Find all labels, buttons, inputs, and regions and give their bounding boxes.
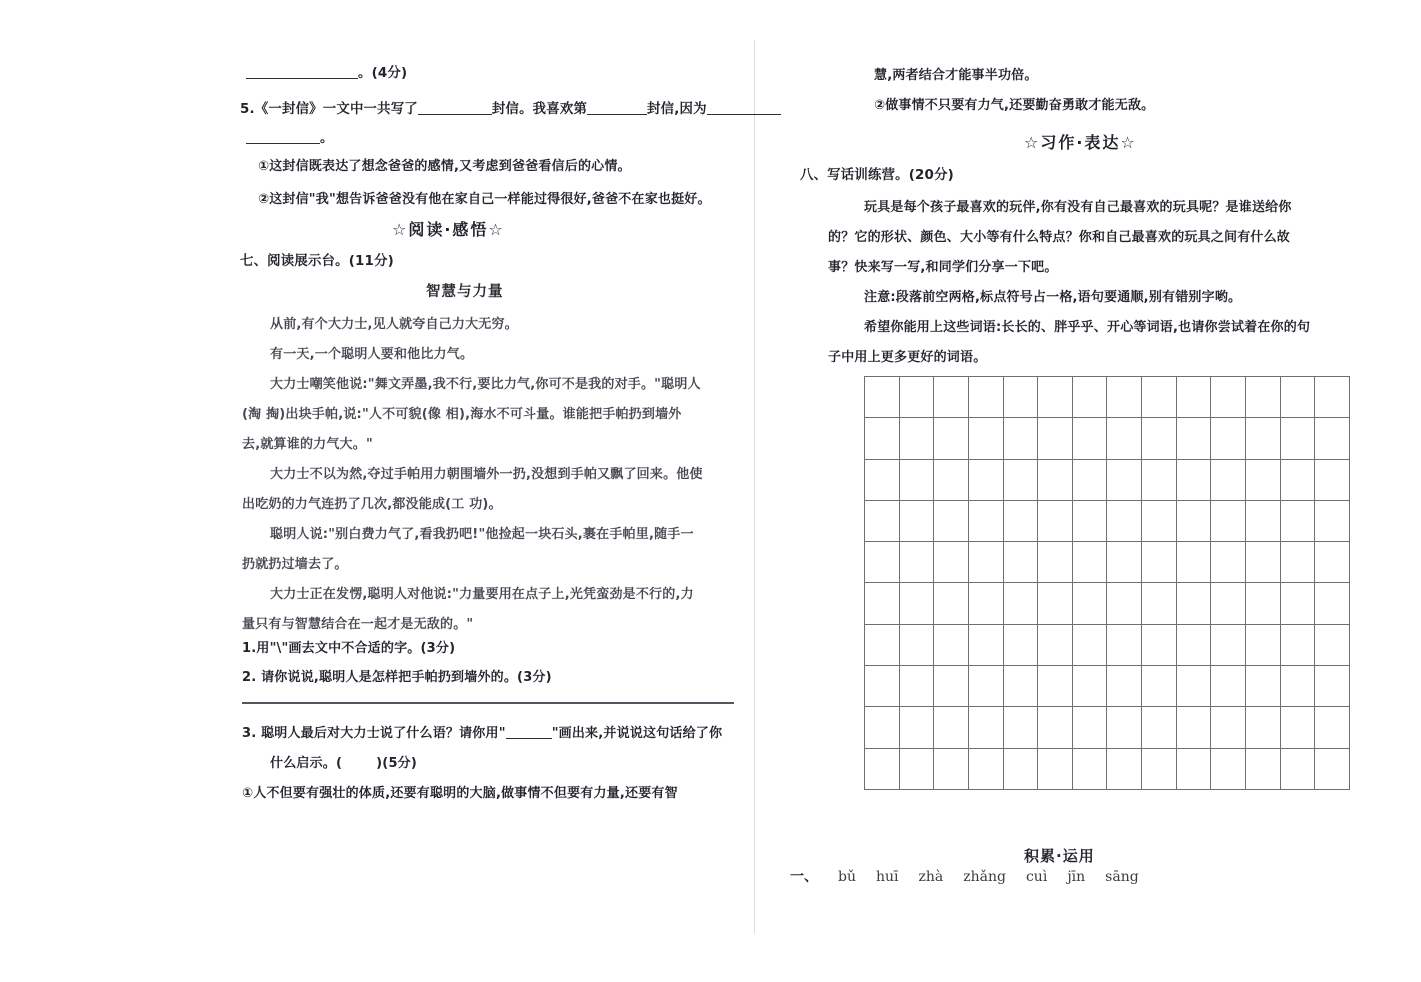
sub-question-1: 1.用"\"画去文中不合适的字。(3分): [242, 641, 456, 656]
grid-cell[interactable]: [1315, 542, 1350, 583]
pinyin-syllable: jīn: [1067, 869, 1086, 885]
q4-tail-line: [246, 62, 407, 81]
passage-line: 扔就扔过墙去了。: [242, 557, 348, 572]
q5-option-1: ①这封信既表达了想念爸爸的感情,又考虑到爸爸看信后的心情。: [258, 159, 631, 174]
banner-writing: ☆习作·表达☆: [1024, 133, 1137, 152]
q3-text-a: 3. 聪明人最后对大力士说了什么语？请你用": [242, 726, 506, 741]
grid-cell[interactable]: [1176, 624, 1211, 665]
passage-line: 聪明人说:"别白费力气了,看我扔吧!"他捡起一块石头,裹在手帕里,随手一: [270, 527, 694, 542]
grid-cell[interactable]: [1142, 583, 1177, 624]
grid-cell[interactable]: [1176, 500, 1211, 541]
passage-line: 大力士正在发愣,聪明人对他说:"力量要用在点子上,光凭蛮劲是不行的,力: [270, 587, 694, 602]
grid-cell[interactable]: [1003, 542, 1038, 583]
pinyin-syllable: bǔ: [838, 869, 856, 885]
writing-prompt-line: 事？快来写一写,和同学们分享一下吧。: [828, 260, 1058, 275]
answer-rule[interactable]: [242, 702, 734, 704]
grid-cell[interactable]: [1280, 542, 1315, 583]
grid-cell[interactable]: [934, 666, 969, 707]
grid-cell[interactable]: [1003, 666, 1038, 707]
answer-blank[interactable]: [418, 114, 492, 115]
grid-cell[interactable]: [1246, 377, 1281, 418]
grid-cell[interactable]: [1211, 542, 1246, 583]
passage-line: 去,就算谁的力气大。": [242, 437, 373, 452]
grid-cell[interactable]: [968, 542, 1003, 583]
grid-cell[interactable]: [968, 500, 1003, 541]
sub-question-2: 2. 请你说说,聪明人是怎样把手帕扔到墙外的。(3分): [242, 670, 552, 685]
grid-row: [865, 707, 1350, 748]
grid-cell[interactable]: [1211, 418, 1246, 459]
composition-grid[interactable]: [864, 376, 1350, 790]
grid-cell[interactable]: [865, 418, 900, 459]
grid-cell[interactable]: [1142, 542, 1177, 583]
grid-cell[interactable]: [1107, 418, 1142, 459]
grid-cell[interactable]: [1107, 748, 1142, 789]
composition-grid-table[interactable]: [864, 376, 1350, 790]
grid-cell[interactable]: [1142, 624, 1177, 665]
grid-cell[interactable]: [1211, 500, 1246, 541]
grid-cell[interactable]: [968, 583, 1003, 624]
grid-cell[interactable]: [1072, 418, 1107, 459]
grid-cell[interactable]: [865, 542, 900, 583]
grid-cell[interactable]: [1246, 707, 1281, 748]
grid-cell[interactable]: [1280, 377, 1315, 418]
passage-line: 出吃奶的力气连扔了几次,都没能成(工 功)。: [242, 497, 502, 512]
grid-cell[interactable]: [899, 418, 934, 459]
grid-cell[interactable]: [1211, 748, 1246, 789]
answer-blank[interactable]: [587, 114, 647, 115]
grid-cell[interactable]: [1142, 418, 1177, 459]
section-7-heading: 七、阅读展示台。(11分): [240, 254, 394, 269]
grid-cell[interactable]: [1211, 459, 1246, 500]
writing-prompt-line: 的？它的形状、颜色、大小等有什么特点？你和自己最喜欢的玩具之间有什么故: [828, 230, 1291, 245]
grid-cell[interactable]: [968, 624, 1003, 665]
q3-option-1-continued: 慧,两者结合才能事半功倍。: [874, 68, 1038, 83]
grid-cell[interactable]: [1280, 459, 1315, 500]
grid-cell[interactable]: [1107, 583, 1142, 624]
grid-row: [865, 500, 1350, 541]
writing-hint-line: 希望你能用上这些词语:长长的、胖乎乎、开心等词语,也请你尝试着在你的句: [864, 320, 1311, 335]
grid-cell[interactable]: [1280, 666, 1315, 707]
grid-cell[interactable]: [1280, 624, 1315, 665]
banner-reading: ☆阅读·感悟☆: [392, 220, 505, 239]
grid-cell[interactable]: [1038, 459, 1073, 500]
grid-cell[interactable]: [1211, 624, 1246, 665]
grid-cell[interactable]: [1038, 418, 1073, 459]
grid-cell[interactable]: [1142, 707, 1177, 748]
q3-option-1: ①人不但要有强壮的体质,还要有聪明的大脑,做事情不但要有力量,还要有智: [242, 786, 678, 801]
q5-text-a: 《一封信》一文中一共写了: [254, 102, 418, 117]
grid-cell[interactable]: [1038, 666, 1073, 707]
grid-cell[interactable]: [968, 377, 1003, 418]
grid-cell[interactable]: [1038, 624, 1073, 665]
grid-cell[interactable]: [899, 748, 934, 789]
passage-line: 大力士不以为然,夺过手帕用力朝围墙外一扔,没想到手帕又飘了回来。他使: [270, 467, 703, 482]
grid-cell[interactable]: [1107, 624, 1142, 665]
grid-cell[interactable]: [1280, 707, 1315, 748]
q4-tail-score: 。(4分): [358, 66, 408, 81]
grid-cell[interactable]: [1107, 542, 1142, 583]
grid-cell[interactable]: [899, 542, 934, 583]
grid-cell[interactable]: [865, 583, 900, 624]
grid-cell[interactable]: [1107, 377, 1142, 418]
grid-cell[interactable]: [1315, 707, 1350, 748]
grid-cell[interactable]: [899, 666, 934, 707]
section-8-heading: 八、写话训练营。(20分): [800, 168, 954, 183]
grid-cell[interactable]: [934, 624, 969, 665]
grid-cell[interactable]: [1072, 748, 1107, 789]
grid-row: [865, 377, 1350, 418]
answer-blank[interactable]: [246, 78, 358, 79]
grid-cell[interactable]: [865, 666, 900, 707]
grid-cell[interactable]: [899, 583, 934, 624]
passage-line: 量只有与智慧结合在一起才是无敌的。": [242, 617, 474, 632]
grid-cell[interactable]: [899, 377, 934, 418]
grid-cell[interactable]: [1072, 583, 1107, 624]
pinyin-syllable: huī: [875, 869, 899, 885]
grid-cell[interactable]: [1315, 583, 1350, 624]
grid-cell[interactable]: [968, 459, 1003, 500]
grid-cell[interactable]: [1142, 500, 1177, 541]
grid-cell[interactable]: [1280, 748, 1315, 789]
grid-cell[interactable]: [899, 624, 934, 665]
grid-cell[interactable]: [1315, 500, 1350, 541]
question-5-line2: [246, 127, 334, 146]
writing-note: 注意:段落前空两格,标点符号占一格,语句要通顺,别有错别字哟。: [864, 290, 1242, 305]
grid-cell[interactable]: [1176, 418, 1211, 459]
grid-cell[interactable]: [1003, 748, 1038, 789]
grid-cell[interactable]: [1003, 624, 1038, 665]
grid-cell[interactable]: [1003, 500, 1038, 541]
q3-text-c: 什么启示。(: [270, 756, 343, 771]
grid-cell[interactable]: [934, 377, 969, 418]
q5-text-b: 封信。我喜欢第: [491, 102, 588, 117]
grid-cell[interactable]: [1142, 748, 1177, 789]
answer-blank[interactable]: [246, 143, 320, 144]
grid-cell[interactable]: [1280, 418, 1315, 459]
footer-section-title: 积累·运用: [1024, 847, 1095, 865]
footer-item-number: 一、: [790, 869, 818, 885]
grid-cell[interactable]: [1038, 500, 1073, 541]
passage-line: 从前,有个大力士,见人就夸自己力大无穷。: [270, 317, 518, 332]
q3-text-d: )(5分): [376, 756, 418, 771]
grid-cell[interactable]: [1038, 707, 1073, 748]
column-divider: [754, 40, 755, 933]
grid-cell[interactable]: [1176, 666, 1211, 707]
writing-hint-line: 子中用上更多更好的词语。: [828, 350, 987, 365]
q3-text-b: "画出来,并说说这句话给了你: [551, 726, 723, 741]
grid-cell[interactable]: [1246, 583, 1281, 624]
grid-cell[interactable]: [934, 500, 969, 541]
grid-cell[interactable]: [934, 707, 969, 748]
grid-cell[interactable]: [1072, 624, 1107, 665]
grid-cell[interactable]: [899, 459, 934, 500]
grid-row: [865, 583, 1350, 624]
grid-cell[interactable]: [1107, 707, 1142, 748]
pinyin-syllable: sāng: [1105, 869, 1139, 885]
grid-cell[interactable]: [899, 707, 934, 748]
grid-cell[interactable]: [1072, 707, 1107, 748]
answer-blank[interactable]: [707, 114, 781, 115]
grid-cell[interactable]: [1072, 666, 1107, 707]
grid-cell[interactable]: [934, 748, 969, 789]
grid-cell[interactable]: [1246, 459, 1281, 500]
grid-row: [865, 624, 1350, 665]
grid-cell[interactable]: [865, 459, 900, 500]
grid-cell[interactable]: [1003, 583, 1038, 624]
grid-cell[interactable]: [1072, 542, 1107, 583]
q5-text-c: 封信,因为: [647, 102, 707, 117]
grid-row: [865, 418, 1350, 459]
grid-cell[interactable]: [899, 500, 934, 541]
grid-cell[interactable]: [1038, 377, 1073, 418]
grid-cell[interactable]: [1315, 624, 1350, 665]
grid-cell[interactable]: [1176, 377, 1211, 418]
grid-cell[interactable]: [1315, 418, 1350, 459]
grid-cell[interactable]: [968, 748, 1003, 789]
grid-cell[interactable]: [934, 418, 969, 459]
grid-cell[interactable]: [1038, 748, 1073, 789]
pinyin-syllable: zhà: [918, 869, 944, 885]
passage-line: (淘 掏)出块手帕,说:"人不可貌(像 相),海水不可斗量。谁能把手帕扔到墙外: [242, 407, 682, 422]
grid-cell[interactable]: [1003, 418, 1038, 459]
grid-cell[interactable]: [865, 748, 900, 789]
grid-cell[interactable]: [1315, 748, 1350, 789]
q5-number: 5.: [240, 102, 255, 117]
grid-cell[interactable]: [1315, 666, 1350, 707]
grid-cell[interactable]: [1038, 583, 1073, 624]
grid-cell[interactable]: [1142, 377, 1177, 418]
grid-cell[interactable]: [934, 583, 969, 624]
grid-cell[interactable]: [1176, 583, 1211, 624]
grid-cell[interactable]: [865, 500, 900, 541]
grid-row: [865, 748, 1350, 789]
sub-question-3-line2: [270, 752, 417, 771]
grid-cell[interactable]: [934, 459, 969, 500]
grid-cell[interactable]: [1176, 748, 1211, 789]
grid-cell[interactable]: [1280, 583, 1315, 624]
grid-cell[interactable]: [1246, 748, 1281, 789]
grid-cell[interactable]: [968, 418, 1003, 459]
passage-line: 有一天,一个聪明人要和他比力气。: [270, 347, 474, 362]
pinyin-syllable: cuì: [1025, 869, 1048, 885]
grid-row: [865, 666, 1350, 707]
grid-row: [865, 542, 1350, 583]
q3-option-2: ②做事情不只要有力气,还要勤奋勇敢才能无敌。: [874, 98, 1155, 113]
passage-title: 智慧与力量: [426, 284, 504, 300]
grid-cell[interactable]: [1315, 459, 1350, 500]
q5-continuation-end: 。: [320, 131, 334, 146]
grid-cell[interactable]: [1107, 500, 1142, 541]
grid-cell[interactable]: [968, 666, 1003, 707]
answer-blank[interactable]: [506, 738, 552, 739]
grid-cell[interactable]: [1246, 542, 1281, 583]
grid-cell[interactable]: [1176, 542, 1211, 583]
grid-cell[interactable]: [934, 542, 969, 583]
grid-cell[interactable]: [1176, 707, 1211, 748]
grid-cell[interactable]: [968, 707, 1003, 748]
grid-cell[interactable]: [1211, 583, 1246, 624]
grid-cell[interactable]: [1072, 500, 1107, 541]
grid-cell[interactable]: [1038, 542, 1073, 583]
grid-cell[interactable]: [1003, 377, 1038, 418]
footer-pinyin-row: [790, 866, 1139, 886]
grid-cell[interactable]: [1315, 377, 1350, 418]
grid-cell[interactable]: [1176, 459, 1211, 500]
grid-cell[interactable]: [1246, 624, 1281, 665]
grid-cell[interactable]: [1211, 377, 1246, 418]
grid-cell[interactable]: [1246, 418, 1281, 459]
grid-cell[interactable]: [1072, 377, 1107, 418]
grid-cell[interactable]: [1142, 459, 1177, 500]
grid-cell[interactable]: [1003, 707, 1038, 748]
sub-question-3-line1: [242, 722, 722, 741]
grid-cell[interactable]: [1142, 666, 1177, 707]
grid-cell[interactable]: [1072, 459, 1107, 500]
grid-cell[interactable]: [1003, 459, 1038, 500]
grid-cell[interactable]: [865, 707, 900, 748]
grid-cell[interactable]: [865, 377, 900, 418]
grid-cell[interactable]: [1107, 666, 1142, 707]
question-5-line1: [240, 98, 781, 117]
grid-cell[interactable]: [1246, 500, 1281, 541]
q5-option-2: ②这封信"我"想告诉爸爸没有他在家自己一样能过得很好,爸爸不在家也挺好。: [258, 192, 711, 207]
grid-cell[interactable]: [1211, 707, 1246, 748]
grid-row: [865, 459, 1350, 500]
grid-cell[interactable]: [1280, 500, 1315, 541]
pinyin-syllable: zhǎng: [963, 869, 1006, 885]
grid-cell[interactable]: [1246, 666, 1281, 707]
grid-cell[interactable]: [1107, 459, 1142, 500]
writing-prompt-line: 玩具是每个孩子最喜欢的玩伴,你有没有自己最喜欢的玩具呢？是谁送给你: [864, 200, 1292, 215]
passage-line: 大力士嘲笑他说:"舞文弄墨,我不行,要比力气,你可不是我的对手。"聪明人: [270, 377, 701, 392]
grid-cell[interactable]: [865, 624, 900, 665]
grid-cell[interactable]: [1211, 666, 1246, 707]
